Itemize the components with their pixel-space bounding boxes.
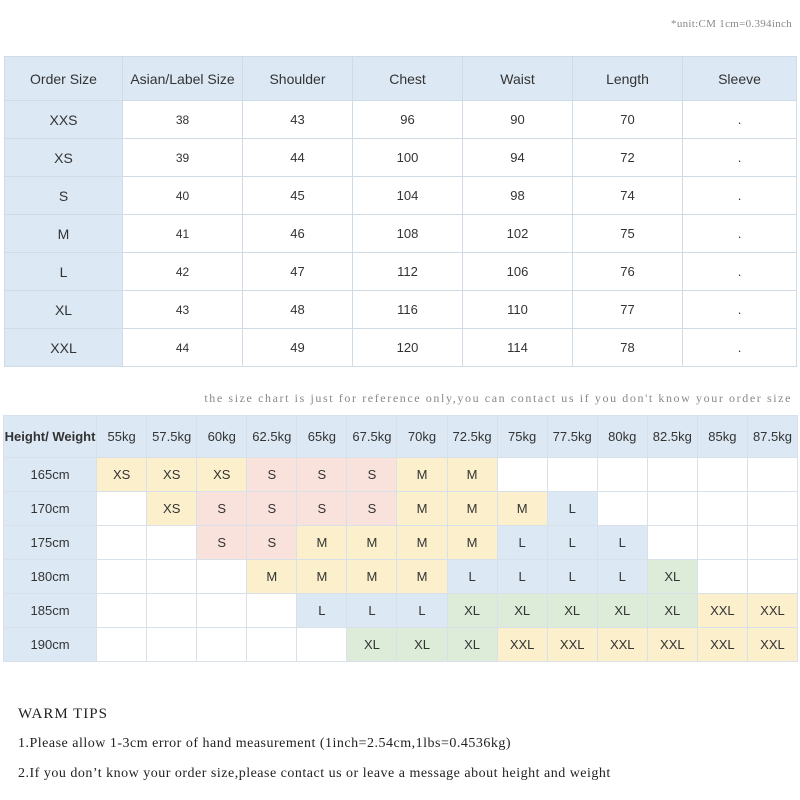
- weight-header-cell: 55kg: [97, 416, 147, 458]
- weight-header-cell: 82.5kg: [647, 416, 697, 458]
- size-value-cell: 44: [243, 139, 353, 177]
- size-value-cell: 39: [123, 139, 243, 177]
- size-recommendation-cell: L: [597, 526, 647, 560]
- size-recommendation-cell: [147, 594, 197, 628]
- size-value-cell: 44: [123, 329, 243, 367]
- size-value-cell: 100: [353, 139, 463, 177]
- height-cell: 175cm: [4, 526, 97, 560]
- tip-item: 2.If you don’t know your order size,please contact us or leave a message about height and weight: [18, 766, 611, 781]
- size-recommendation-cell: XL: [447, 628, 497, 662]
- size-recommendation-cell: XXL: [497, 628, 547, 662]
- size-recommendation-cell: XL: [497, 594, 547, 628]
- size-value-cell: 74: [573, 177, 683, 215]
- height-cell: 185cm: [4, 594, 97, 628]
- size-recommendation-cell: XXL: [747, 594, 797, 628]
- size-value-cell: 104: [353, 177, 463, 215]
- size-value-cell: 41: [123, 215, 243, 253]
- size-recommendation-cell: L: [447, 560, 497, 594]
- size-recommendation-cell: M: [447, 458, 497, 492]
- size-recommendation-cell: XXL: [547, 628, 597, 662]
- order-size-cell: XL: [5, 291, 123, 329]
- reference-note: the size chart is just for reference only,you can contact us if you don't know your order size: [204, 391, 792, 405]
- size-table-header-cell: Length: [573, 57, 683, 101]
- hw-row: [4, 628, 798, 662]
- size-value-cell: 43: [243, 101, 353, 139]
- size-value-cell: 46: [243, 215, 353, 253]
- size-recommendation-cell: XL: [547, 594, 597, 628]
- size-recommendation-cell: [97, 594, 147, 628]
- size-recommendation-cell: [197, 560, 247, 594]
- size-recommendation-cell: M: [397, 560, 447, 594]
- size-recommendation-cell: M: [447, 526, 497, 560]
- size-value-cell: 42: [123, 253, 243, 291]
- weight-header-cell: 85kg: [697, 416, 747, 458]
- size-recommendation-cell: [747, 526, 797, 560]
- size-recommendation-cell: XXL: [697, 594, 747, 628]
- size-value-cell: 45: [243, 177, 353, 215]
- size-value-cell: .: [683, 291, 797, 329]
- weight-header-cell: 87.5kg: [747, 416, 797, 458]
- hw-row: [4, 560, 798, 594]
- size-recommendation-cell: S: [297, 492, 347, 526]
- hw-row: [4, 492, 798, 526]
- hw-row: [4, 458, 798, 492]
- size-recommendation-cell: M: [297, 560, 347, 594]
- size-table-row: [5, 101, 797, 139]
- size-recommendation-cell: [197, 628, 247, 662]
- size-recommendation-cell: L: [497, 560, 547, 594]
- size-value-cell: 98: [463, 177, 573, 215]
- size-value-cell: .: [683, 139, 797, 177]
- size-recommendation-cell: [97, 526, 147, 560]
- size-value-cell: 116: [353, 291, 463, 329]
- size-value-cell: 78: [573, 329, 683, 367]
- size-recommendation-cell: [147, 526, 197, 560]
- weight-header-cell: 60kg: [197, 416, 247, 458]
- size-recommendation-cell: M: [347, 560, 397, 594]
- size-recommendation-cell: [597, 492, 647, 526]
- size-value-cell: 96: [353, 101, 463, 139]
- size-recommendation-cell: [747, 458, 797, 492]
- size-table-row: [5, 329, 797, 367]
- size-value-cell: 38: [123, 101, 243, 139]
- height-cell: 165cm: [4, 458, 97, 492]
- size-value-cell: 47: [243, 253, 353, 291]
- size-value-cell: 75: [573, 215, 683, 253]
- size-recommendation-cell: [647, 492, 697, 526]
- order-size-cell: M: [5, 215, 123, 253]
- size-table-row: [5, 177, 797, 215]
- size-value-cell: 70: [573, 101, 683, 139]
- size-value-cell: 106: [463, 253, 573, 291]
- size-recommendation-cell: [697, 492, 747, 526]
- size-table-row: [5, 253, 797, 291]
- size-recommendation-cell: [147, 560, 197, 594]
- size-recommendation-cell: [247, 628, 297, 662]
- size-recommendation-cell: S: [197, 526, 247, 560]
- size-recommendation-cell: [497, 458, 547, 492]
- size-recommendation-cell: L: [597, 560, 647, 594]
- size-recommendation-cell: XS: [147, 492, 197, 526]
- height-cell: 170cm: [4, 492, 97, 526]
- size-recommendation-cell: [297, 628, 347, 662]
- size-recommendation-cell: L: [547, 492, 597, 526]
- size-recommendation-cell: L: [347, 594, 397, 628]
- weight-header-cell: 77.5kg: [547, 416, 597, 458]
- order-size-cell: XS: [5, 139, 123, 177]
- size-value-cell: 112: [353, 253, 463, 291]
- size-recommendation-cell: XL: [447, 594, 497, 628]
- size-table-header-cell: Order Size: [5, 57, 123, 101]
- size-recommendation-cell: [647, 458, 697, 492]
- size-recommendation-cell: XL: [397, 628, 447, 662]
- size-recommendation-cell: L: [297, 594, 347, 628]
- size-recommendation-cell: XL: [647, 560, 697, 594]
- size-recommendation-cell: XS: [97, 458, 147, 492]
- size-recommendation-cell: [747, 560, 797, 594]
- size-table-row: [5, 215, 797, 253]
- size-value-cell: 43: [123, 291, 243, 329]
- warm-tips-title: WARM TIPS: [18, 706, 108, 722]
- weight-header-cell: 65kg: [297, 416, 347, 458]
- size-recommendation-cell: S: [347, 492, 397, 526]
- size-recommendation-cell: XXL: [697, 628, 747, 662]
- size-recommendation-cell: L: [397, 594, 447, 628]
- size-recommendation-cell: M: [497, 492, 547, 526]
- size-value-cell: .: [683, 101, 797, 139]
- size-value-cell: 94: [463, 139, 573, 177]
- order-size-cell: S: [5, 177, 123, 215]
- order-size-cell: L: [5, 253, 123, 291]
- size-value-cell: 114: [463, 329, 573, 367]
- size-recommendation-cell: XL: [647, 594, 697, 628]
- size-recommendation-cell: S: [247, 458, 297, 492]
- weight-header-cell: 80kg: [597, 416, 647, 458]
- size-value-cell: 40: [123, 177, 243, 215]
- hw-row: [4, 526, 798, 560]
- size-value-cell: .: [683, 215, 797, 253]
- weight-header-cell: 62.5kg: [247, 416, 297, 458]
- size-recommendation-cell: XS: [147, 458, 197, 492]
- size-recommendation-cell: L: [497, 526, 547, 560]
- size-table-row: [5, 291, 797, 329]
- size-value-cell: 49: [243, 329, 353, 367]
- size-recommendation-cell: XS: [197, 458, 247, 492]
- size-recommendation-cell: [97, 492, 147, 526]
- size-recommendation-cell: S: [297, 458, 347, 492]
- size-table: [4, 56, 797, 367]
- size-table-header-cell: Asian/Label Size: [123, 57, 243, 101]
- size-value-cell: .: [683, 329, 797, 367]
- size-recommendation-cell: M: [397, 458, 447, 492]
- height-cell: 190cm: [4, 628, 97, 662]
- tip-item: 1.Please allow 1-3cm error of hand measurement (1inch=2.54cm,1lbs=0.4536kg): [18, 736, 512, 751]
- size-table-row: [5, 139, 797, 177]
- size-value-cell: 102: [463, 215, 573, 253]
- size-recommendation-cell: M: [247, 560, 297, 594]
- size-table-header-row: [5, 57, 797, 101]
- weight-header-cell: 57.5kg: [147, 416, 197, 458]
- size-value-cell: 76: [573, 253, 683, 291]
- size-recommendation-cell: L: [547, 526, 597, 560]
- size-recommendation-cell: [697, 458, 747, 492]
- size-recommendation-cell: M: [397, 492, 447, 526]
- height-weight-table: [3, 415, 798, 662]
- size-value-cell: 72: [573, 139, 683, 177]
- size-recommendation-cell: M: [447, 492, 497, 526]
- size-value-cell: 108: [353, 215, 463, 253]
- size-recommendation-cell: [597, 458, 647, 492]
- weight-header-cell: 70kg: [397, 416, 447, 458]
- size-value-cell: 90: [463, 101, 573, 139]
- size-value-cell: .: [683, 177, 797, 215]
- size-recommendation-cell: [547, 458, 597, 492]
- size-recommendation-cell: XXL: [747, 628, 797, 662]
- size-recommendation-cell: [697, 526, 747, 560]
- size-recommendation-cell: M: [397, 526, 447, 560]
- height-weight-corner: Height/ Weight: [4, 416, 97, 458]
- size-value-cell: .: [683, 253, 797, 291]
- height-cell: 180cm: [4, 560, 97, 594]
- size-recommendation-cell: S: [247, 526, 297, 560]
- order-size-cell: XXL: [5, 329, 123, 367]
- size-recommendation-cell: XL: [347, 628, 397, 662]
- size-recommendation-cell: [97, 628, 147, 662]
- size-recommendation-cell: [197, 594, 247, 628]
- size-recommendation-cell: M: [347, 526, 397, 560]
- size-recommendation-cell: L: [547, 560, 597, 594]
- size-recommendation-cell: S: [247, 492, 297, 526]
- size-recommendation-cell: XXL: [647, 628, 697, 662]
- size-recommendation-cell: XXL: [597, 628, 647, 662]
- size-table-header-cell: Shoulder: [243, 57, 353, 101]
- size-recommendation-cell: [147, 628, 197, 662]
- size-value-cell: 110: [463, 291, 573, 329]
- size-recommendation-cell: [97, 560, 147, 594]
- weight-header-cell: 67.5kg: [347, 416, 397, 458]
- size-recommendation-cell: [697, 560, 747, 594]
- size-value-cell: 77: [573, 291, 683, 329]
- weight-header-cell: 72.5kg: [447, 416, 497, 458]
- size-recommendation-cell: XL: [597, 594, 647, 628]
- size-recommendation-cell: S: [197, 492, 247, 526]
- size-recommendation-cell: [247, 594, 297, 628]
- size-value-cell: 48: [243, 291, 353, 329]
- size-recommendation-cell: [747, 492, 797, 526]
- size-table-header-cell: Waist: [463, 57, 573, 101]
- order-size-cell: XXS: [5, 101, 123, 139]
- unit-note: *unit:CM 1cm=0.394inch: [671, 18, 792, 30]
- size-value-cell: 120: [353, 329, 463, 367]
- size-recommendation-cell: [647, 526, 697, 560]
- size-table-header-cell: Chest: [353, 57, 463, 101]
- weight-header-cell: 75kg: [497, 416, 547, 458]
- hw-row: [4, 594, 798, 628]
- size-recommendation-cell: S: [347, 458, 397, 492]
- hw-header-row: [4, 416, 798, 458]
- size-table-header-cell: Sleeve: [683, 57, 797, 101]
- size-recommendation-cell: M: [297, 526, 347, 560]
